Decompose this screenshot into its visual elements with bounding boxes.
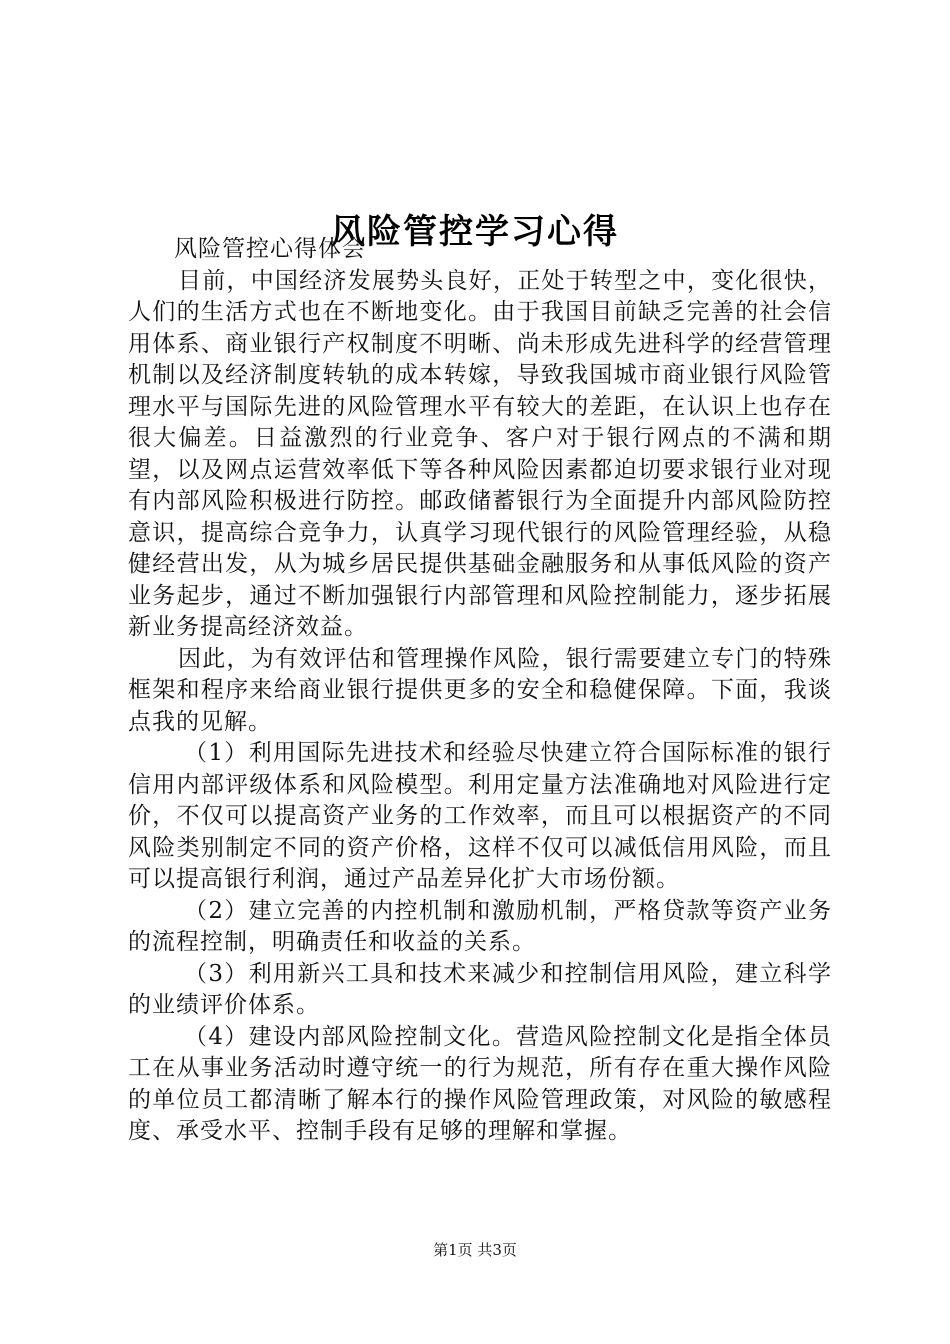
document-title: 风险管控学习心得 — [331, 211, 619, 252]
list-item-2: （2）建立完善的内控机制和激励机制，严格贷款等资产业务的流程控制，明确责任和收益的关系。 — [128, 897, 832, 955]
paragraph-intro: 目前，中国经济发展势头良好，正处于转型之中，变化很快，人们的生活方式也在不断地变化。由于我国目前缺乏完善的社会信用体系、商业银行产权制度不明晰、尚未形成先进科学的经营管理机制以及经济制度转轨的成本转嫁，导致我国城市商业银行风险管理水平与国际先进的风险管理水平有较大的差距，在认识上也存在很大偏差。日益激烈的行业竞争、客户对于银行网点的不满和期望，以及网点运营效率低下等各种风险因素都迫切要求银行业对现有内部风险积极进行防控。邮政储蓄银行为全面提升内部风险防控意识，提高综合竞争力，认真学习现代银行的风险管理经验，从稳健经营出发，从为城乡居民提供基础金融服务和从事低风险的资产业务起步，通过不断加强银行内部管理和风险控制能力，逐步拓展新业务提高经济效益。 — [128, 267, 832, 640]
paragraph-thesis: 因此，为有效评估和管理操作风险，银行需要建立专门的特殊框架和程序来给商业银行提供更多的安全和稳健保障。下面，我谈点我的见解。 — [128, 645, 832, 735]
list-item-3: （3）利用新兴工具和技术来减少和控制信用风险，建立科学的业绩评价体系。 — [128, 960, 832, 1018]
list-item-1: （1）利用国际先进技术和经验尽快建立符合国际标准的银行信用内部评级体系和风险模型。利用定量方法准确地对风险进行定价，不仅可以提高资产业务的工作效率，而且可以根据资产的不同风险类别制定不同的资产价格，这样不仅可以减低信用风险，而且可以提高银行利润，通过产品差异化扩大市场份额。 — [128, 740, 832, 892]
list-item-4: （4）建设内部风险控制文化。营造风险控制文化是指全体员工在从事业务活动时遵守统一的行为规范，所有存在重大操作风险的单位员工都清晰了解本行的操作风险管理政策，对风险的敏感程度、承受水平、控制手段有足够的理解和掌握。 — [128, 1023, 832, 1144]
page-footer: 第1页 共3页 — [433, 1241, 517, 1259]
document-subtitle: 风险管控心得体会 — [174, 236, 366, 262]
document-body — [128, 234, 832, 1148]
